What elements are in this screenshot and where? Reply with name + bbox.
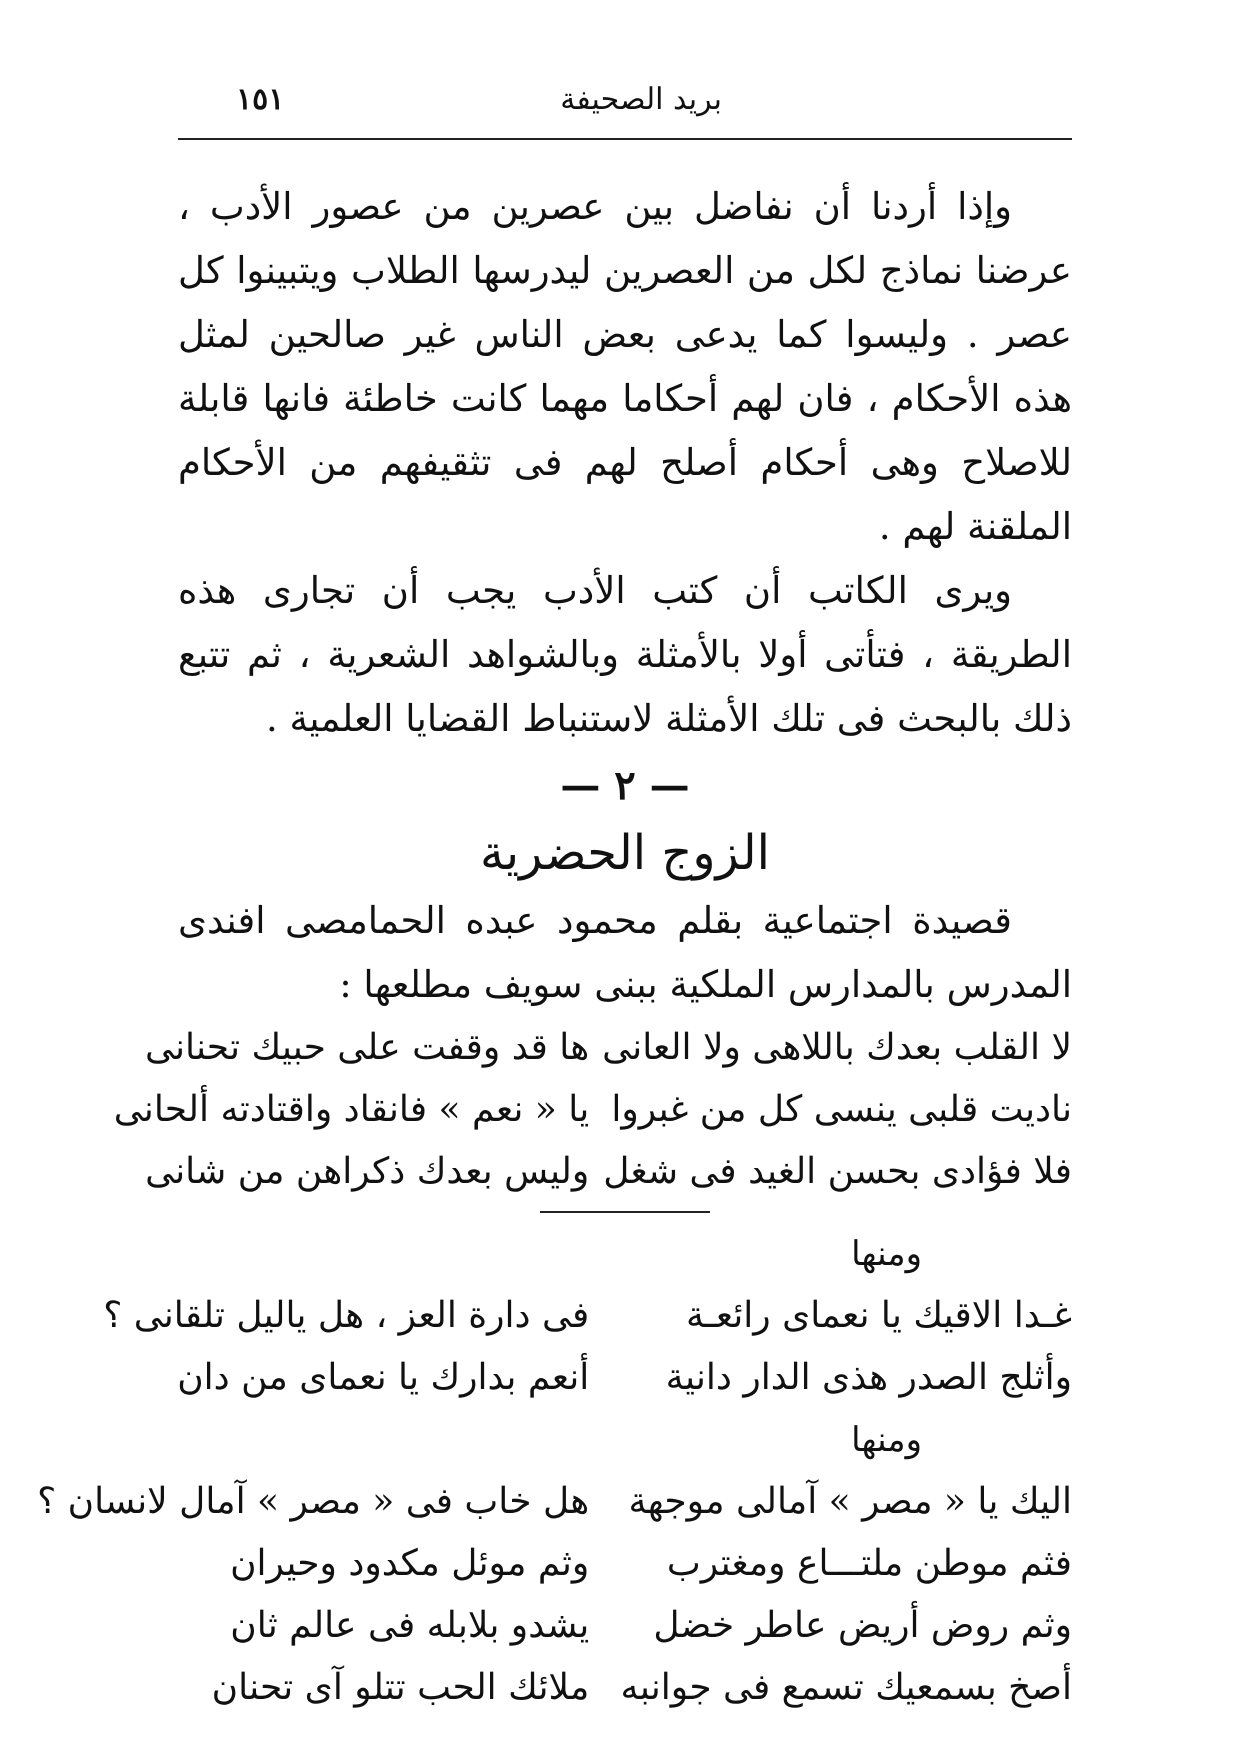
excerpt-label: ومنها: [851, 1234, 922, 1274]
verse-group: [37, 1471, 1072, 1719]
hemistich-first: وثم روض أريض عاطر خضل: [653, 1605, 1072, 1646]
verse-group: [113, 1017, 1072, 1203]
header-rule: [178, 138, 1072, 140]
verse-group: [103, 1285, 1072, 1409]
couplet: [37, 1471, 1072, 1533]
hemistich-second: ها قد وقفت على حبيك تحنانى: [144, 1027, 590, 1068]
hemistich-second: ملائك الحب تتلو آى تحنان: [211, 1667, 590, 1708]
page-body: [37, 175, 1072, 1719]
poem-intro: قصيدة اجتماعية بقلم محمود عبده الحمامصى افندى المدرس بالمدارس الملكية ببنى سويف مطلعها :: [178, 899, 1072, 1006]
hemistich-first: اليك يا « مصر » آمالى موجهة: [628, 1481, 1072, 1522]
section-title: الزوج الحضرية: [479, 825, 770, 881]
hemistich-first: أصخ بسمعيك تسمع فى جوانبه: [620, 1667, 1072, 1708]
hemistich-first: فلا فؤادى بحسن الغيد فى شغل: [603, 1151, 1072, 1192]
hemistich-second: هل خاب فى « مصر » آمال لانسان ؟: [37, 1481, 590, 1522]
couplet: [103, 1285, 1072, 1347]
couplet: [113, 1079, 1072, 1141]
hemistich-second: وليس بعدك ذكراهن من شانى: [145, 1151, 590, 1192]
hemistich-second: أنعم بدارك يا نعماى من دان: [177, 1357, 590, 1398]
separator-rule: [540, 1211, 710, 1213]
paragraph: وإذا أردنا أن نفاضل بين عصرين من عصور الأدب ، عرضنا نماذج لكل من العصرين ليدرسها الطلاب ويتبينوا كل عصر . وليسوا كما يدعى بعض الناس غير صالحين لمثل هذه الأحكام ، فان لهم أحكاما مهما كانت خاطئة فانها قابلة للاصلاح وهى أحكام أصلح لهم فى تثقيفهم من الأحكام الملقنة لهم .: [178, 185, 1072, 548]
hemistich-second: وثم موئل مكدود وحيران: [230, 1543, 590, 1584]
couplet: [178, 1595, 1072, 1657]
hemistich-first: وأثلج الصدر هذى الدار دانية: [665, 1357, 1072, 1398]
couplet: [178, 1657, 1072, 1719]
running-title: بريد الصحيفة: [560, 82, 722, 117]
couplet: [178, 1347, 1072, 1409]
page-header: [178, 82, 1072, 130]
hemistich-second: يا « نعم » فانقاد واقتادته ألحانى: [113, 1089, 590, 1130]
hemistich-first: لا القلب بعدك باللاهى ولا العانى: [602, 1027, 1072, 1068]
hemistich-first: غـدا الاقيك يا نعماى رائعـة: [686, 1295, 1072, 1336]
hemistich-first: ناديت قلبى ينسى كل من غبروا: [611, 1089, 1072, 1130]
couplet: [145, 1141, 1072, 1203]
hemistich-second: يشدو بلابله فى عالم ثان: [230, 1605, 590, 1646]
couplet: [178, 1533, 1072, 1595]
page-number: ١٥١: [236, 82, 285, 117]
couplet: [144, 1017, 1072, 1079]
paragraph: ويرى الكاتب أن كتب الأدب يجب أن تجارى هذه الطريقة ، فتأتى أولا بالأمثلة وبالشواهد الشعرية ، ثم تتبع ذلك بالبحث فى تلك الأمثلة لاستنباط القضايا العلمية .: [178, 569, 1072, 740]
hemistich-second: فى دارة العز ، هل ياليل تلقانى ؟: [103, 1295, 590, 1336]
section-number: — ٢ —: [560, 762, 690, 809]
excerpt-label: ومنها: [851, 1420, 922, 1460]
hemistich-first: فثم موطن ملتـــاع ومغترب: [666, 1543, 1072, 1584]
